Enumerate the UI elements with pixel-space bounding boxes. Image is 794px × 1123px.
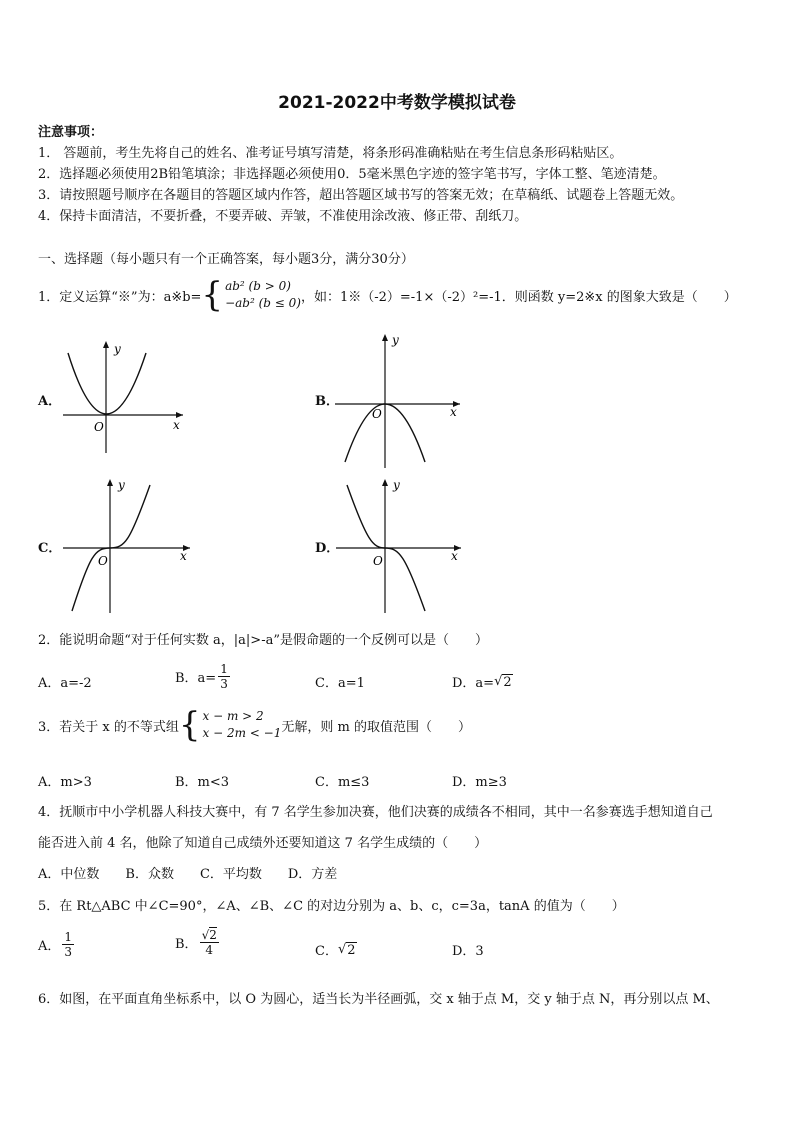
fraction-denominator: 4	[205, 943, 214, 957]
q2-option-d	[452, 672, 513, 691]
q5-option-a-label: A．	[38, 939, 61, 954]
sqrt-expression	[338, 942, 357, 958]
q3-suffix: 无解，则 m 的取值范围（ ）	[281, 719, 471, 735]
q2-option-a: A．a=-2	[38, 676, 92, 691]
brace-glyph: {	[178, 705, 201, 745]
section-heading: 一、选择题（每小题只有一个正确答案，每小题3分，满分30分）	[38, 252, 414, 267]
q5-option-c-label: C．	[315, 944, 338, 959]
sqrt-symbol: √	[337, 941, 347, 957]
question-4-stem-line-2: 能否进入前 4 名，他除了知道自己成绩外还要知道这 7 名学生成绩的（ ）	[38, 836, 488, 851]
notice-heading: 注意事项：	[38, 125, 104, 140]
fraction-numerator	[200, 928, 219, 943]
origin-label: O	[98, 554, 108, 568]
q1-prefix: 1．定义运算“※”为：a※b=	[38, 289, 202, 305]
question-5-stem: 5．在 Rt△ABC 中∠C=90°，∠A、∠B、∠C 的对边分别为 a、b、c，c=3a，tanA 的值为（ ）	[38, 899, 625, 914]
question-4-stem-line-1: 4．抚顺市中小学机器人科技大赛中，有 7 名学生参加决赛，他们决赛的成绩各不相同，其中一名参赛选手想知道自己	[38, 805, 713, 820]
page-title: 2021-2022中考数学模拟试卷	[278, 93, 516, 113]
q2-option-b	[175, 662, 232, 691]
question-1-stem	[38, 275, 737, 315]
q1-option-d-label: D．	[315, 541, 340, 556]
q5-option-a	[38, 930, 76, 959]
notice-item-2: 2．选择题必须使用2B铅笔填涂；非选择题必须使用0．5毫米黑色字迹的签字笔书写，字体工整、笔迹清楚。	[38, 167, 666, 182]
question-3-stem	[38, 705, 471, 745]
notice-item-1: 1． 答题前，考生先将自己的姓名、准考证号填写清楚，将条形码准确粘贴在考生信息条形码粘贴区。	[38, 146, 623, 161]
x-axis-label: x	[450, 405, 457, 419]
sqrt-symbol: √	[201, 928, 210, 942]
sqrt-expression	[494, 674, 513, 690]
q3-option-c: C．m≤3	[315, 775, 370, 790]
y-axis-label: y	[393, 478, 400, 492]
q3-inequality-system	[178, 705, 282, 745]
q5-option-c	[315, 940, 357, 959]
y-axis-label: y	[392, 333, 399, 347]
q3-prefix: 3．若关于 x 的不等式组	[38, 719, 179, 735]
sqrt-symbol: √	[494, 673, 503, 689]
notice-item-4: 4．保持卡面清洁，不要折叠，不要弄破、弄皱，不准使用涂改液、修正带、刮纸刀。	[38, 209, 528, 224]
question-2-stem: 2．能说明命题“对于任何实数 a，|a|>-a”是假命题的一个反例可以是（ ）	[38, 633, 488, 648]
q1-option-c-label: C．	[38, 541, 62, 556]
fraction-numerator: 1	[220, 662, 228, 676]
question-4-options: A．中位数 B．众数 C．平均数 D．方差	[38, 867, 338, 882]
fraction-numerator: 1	[64, 930, 73, 944]
fraction	[218, 662, 230, 691]
q1-option-b-label: B．	[315, 394, 339, 409]
radicand: 2	[347, 942, 356, 958]
fraction-denominator: 3	[220, 677, 228, 691]
origin-label: O	[373, 554, 383, 568]
x-axis-label: x	[451, 549, 458, 563]
q5-option-b	[175, 928, 221, 957]
q2-option-b-label: B．a=	[175, 671, 217, 686]
q2-option-c: C．a=1	[315, 676, 365, 691]
q3-option-b: B．m<3	[175, 775, 230, 790]
q3-option-a: A．m>3	[38, 775, 92, 790]
fraction	[200, 928, 219, 957]
question-6-stem-line-1: 6．如图，在平面直角坐标系中，以 O 为圆心，适当长为半径画弧，交 x 轴于点 M，交 y 轴于点 N，再分别以点 M、	[38, 992, 719, 1007]
x-axis-label: x	[173, 418, 180, 432]
q3-option-d: D．m≥3	[452, 775, 507, 790]
q2-option-d-label: D．a=	[452, 676, 495, 691]
q1-graph-a	[58, 335, 188, 455]
radicand: 2	[503, 674, 512, 690]
q5-option-b-label: B．	[175, 937, 198, 952]
origin-label: O	[372, 407, 382, 421]
origin-label: O	[94, 420, 104, 434]
q1-graph-b	[330, 330, 470, 470]
notice-item-3: 3．请按照题号顺序在各题目的答题区域内作答，超出答题区域书写的答案无效；在草稿纸、试题卷上答题无效。	[38, 188, 684, 203]
q1-piecewise	[201, 275, 301, 315]
q1-option-a-label: A．	[38, 394, 62, 409]
fraction	[62, 930, 74, 959]
q1-case-1: ab² (b > 0)	[225, 279, 291, 293]
q1-suffix: ，如：1※（-2）=-1×（-2）²=-1．则函数 y=2※x 的图象大致是（ ）	[300, 289, 737, 305]
q3-line-1: x − m > 2	[202, 709, 264, 723]
q5-option-d: D．3	[452, 944, 484, 959]
q1-case-2: −ab² (b ≤ 0)	[225, 296, 301, 310]
q1-graph-c	[60, 475, 195, 615]
brace-glyph: {	[201, 275, 224, 315]
q1-graph-d	[333, 475, 468, 615]
y-axis-label: y	[118, 478, 125, 492]
radicand: 2	[209, 928, 217, 942]
fraction-denominator: 3	[64, 945, 73, 959]
q3-line-2: x − 2m < −1	[202, 726, 282, 740]
x-axis-label: x	[180, 549, 187, 563]
y-axis-label: y	[114, 342, 121, 356]
